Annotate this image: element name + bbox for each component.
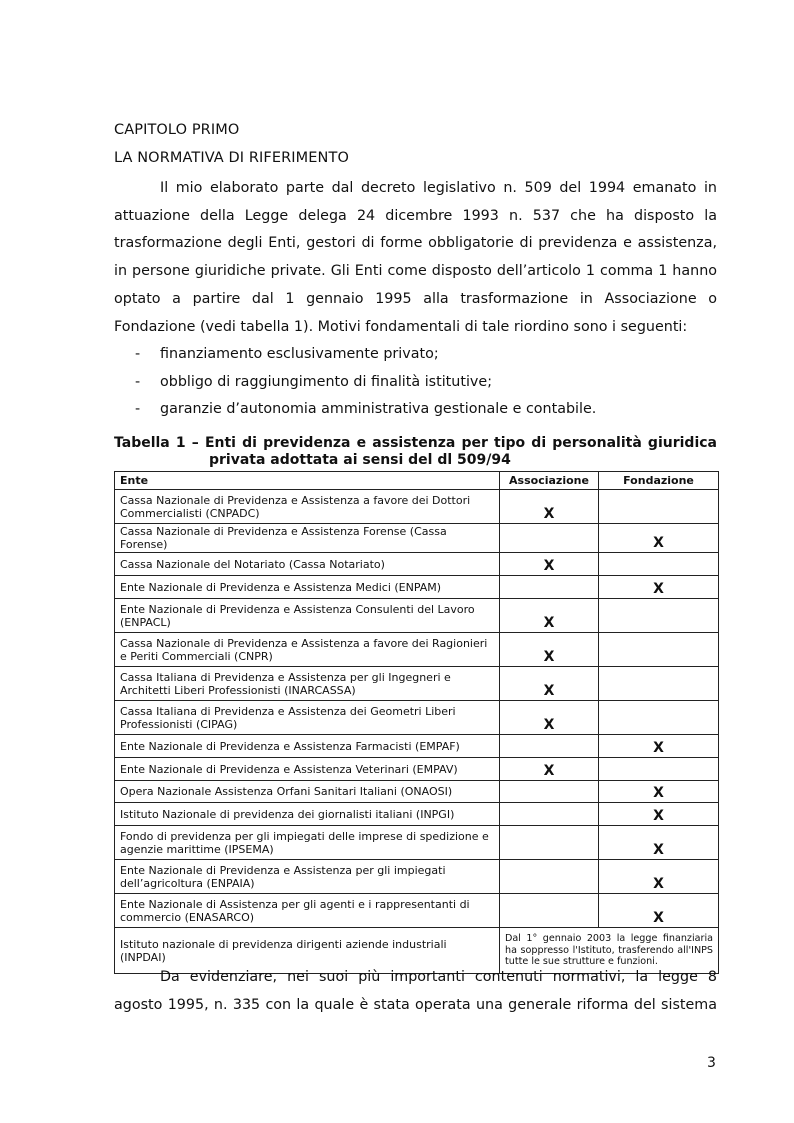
- table-row: [115, 826, 719, 860]
- table-row: [115, 860, 719, 894]
- table-row: [115, 633, 719, 667]
- chapter-title: CAPITOLO PRIMO: [114, 122, 240, 138]
- associazione-mark: [500, 894, 599, 928]
- intro-line: attuazione della Legge delega 24 dicembre 1993 n. 537 che ha disposto la: [114, 207, 717, 224]
- associazione-mark: [500, 860, 599, 894]
- ente-cell: Ente Nazionale di Previdenza e Assistenza Veterinari (EMPAV): [115, 758, 500, 781]
- list-item: [114, 396, 717, 424]
- fondazione-mark: [599, 599, 719, 633]
- table-row: [115, 735, 719, 758]
- reasons-list: [114, 341, 717, 424]
- fondazione-mark: X: [599, 781, 719, 803]
- column-header-associazione: Associazione: [500, 472, 599, 490]
- fondazione-mark: X: [599, 576, 719, 599]
- fondazione-mark: X: [599, 894, 719, 928]
- page-number: 3: [707, 1055, 716, 1071]
- associazione-mark: [500, 826, 599, 860]
- associazione-mark: X: [500, 758, 599, 781]
- associazione-mark: [500, 576, 599, 599]
- intro-line: in persone giuridiche private. Gli Enti come disposto dell’articolo 1 comma 1 hanno: [114, 263, 717, 280]
- associazione-mark: [500, 781, 599, 803]
- table-row: [115, 894, 719, 928]
- ente-cell: Ente Nazionale di Previdenza e Assistenza Farmacisti (EMPAF): [115, 735, 500, 758]
- associazione-mark: X: [500, 553, 599, 576]
- ente-cell: Cassa Nazionale di Previdenza e Assistenza a favore dei Ragionieri e Periti Commerciali (CNPR): [115, 633, 500, 667]
- fondazione-mark: [599, 553, 719, 576]
- ente-cell: Opera Nazionale Assistenza Orfani Sanitari Italiani (ONAOSI): [115, 781, 500, 803]
- list-item: [114, 369, 717, 397]
- ente-cell: Ente Nazionale di Previdenza e Assistenza Consulenti del Lavoro (ENPACL): [115, 599, 500, 633]
- fondazione-mark: X: [599, 524, 719, 553]
- fondazione-mark: X: [599, 735, 719, 758]
- table-row: [115, 553, 719, 576]
- ente-cell: Cassa Italiana di Previdenza e Assistenza dei Geometri Liberi Professionisti (CIPAG): [115, 701, 500, 735]
- table-row: [115, 667, 719, 701]
- list-item-text: garanzie d’autonomia amministrativa gestionale e contabile.: [160, 401, 597, 418]
- ente-cell: Ente Nazionale di Previdenza e Assistenza per gli impiegati dell’agricoltura (ENPAIA): [115, 860, 500, 894]
- associazione-mark: [500, 803, 599, 826]
- table-row: [115, 599, 719, 633]
- ente-cell: Cassa Nazionale di Previdenza e Assistenza Forense (Cassa Forense): [115, 524, 500, 553]
- bullet-dash: -: [135, 346, 141, 362]
- associazione-mark: [500, 735, 599, 758]
- fondazione-mark: [599, 490, 719, 524]
- bullet-dash: -: [135, 373, 141, 390]
- column-header-ente: Ente: [115, 472, 500, 490]
- table-row: [115, 490, 719, 524]
- column-header-fondazione: Fondazione: [599, 472, 719, 490]
- ente-cell: Istituto nazionale di previdenza dirigenti aziende industriali (INPDAI): [115, 928, 500, 974]
- associazione-mark: X: [500, 490, 599, 524]
- ente-cell: Istituto Nazionale di previdenza dei giornalisti italiani (INPGI): [115, 803, 500, 826]
- fondazione-mark: X: [599, 860, 719, 894]
- fondazione-mark: [599, 701, 719, 735]
- associazione-mark: X: [500, 599, 599, 633]
- ente-cell: Cassa Nazionale del Notariato (Cassa Notariato): [115, 553, 500, 576]
- table-caption: [114, 435, 717, 469]
- list-item-text: finanziamento esclusivamente privato;: [160, 346, 439, 362]
- table-row: [115, 576, 719, 599]
- intro-line: Il mio elaborato parte dal decreto legislativo n. 509 del 1994 emanato in: [160, 180, 717, 196]
- table-caption-line: privata adottata ai sensi del dl 509/94: [209, 452, 511, 468]
- table-caption-line: Tabella 1 – Enti di previdenza e assistenza per tipo di personalità giuridica: [114, 435, 717, 451]
- table-header-row: [115, 472, 719, 490]
- table-row: [115, 758, 719, 781]
- list-item-text: obbligo di raggiungimento di finalità istitutive;: [160, 373, 493, 390]
- ente-cell: Ente Nazionale di Previdenza e Assistenza Medici (ENPAM): [115, 576, 500, 599]
- ente-cell: Cassa Italiana di Previdenza e Assistenza per gli Ingegneri e Architetti Liberi Professionisti (INARCASSA): [115, 667, 500, 701]
- list-item: [114, 341, 717, 369]
- fondazione-mark: [599, 758, 719, 781]
- fondazione-mark: X: [599, 826, 719, 860]
- intro-line: optato a partire dal 1 gennaio 1995 alla trasformazione in Associazione o: [114, 290, 717, 307]
- ente-cell: Ente Nazionale di Assistenza per gli agenti e i rappresentanti di commercio (ENASARCO): [115, 894, 500, 928]
- associazione-mark: X: [500, 667, 599, 701]
- bullet-dash: -: [135, 401, 141, 418]
- intro-line: Fondazione (vedi tabella 1). Motivi fondamentali di tale riordino sono i seguenti:: [114, 318, 688, 335]
- table-row: [115, 803, 719, 826]
- ente-cell: Fondo di previdenza per gli impiegati delle imprese di spedizione e agenzie marittime (IPSEMA): [115, 826, 500, 860]
- table-body: [115, 490, 719, 974]
- ente-cell: Cassa Nazionale di Previdenza e Assistenza a favore dei Dottori Commercialisti (CNPADC): [115, 490, 500, 524]
- table-row: [115, 701, 719, 735]
- section-title: LA NORMATIVA DI RIFERIMENTO: [114, 150, 349, 166]
- closing-paragraph: [114, 964, 717, 1019]
- fondazione-mark: [599, 633, 719, 667]
- fondazione-mark: [599, 667, 719, 701]
- intro-paragraph: [114, 175, 717, 341]
- intro-line: trasformazione degli Enti, gestori di forme obbligatorie di previdenza e assistenza,: [114, 235, 717, 252]
- associazione-mark: X: [500, 701, 599, 735]
- fondazione-mark: X: [599, 803, 719, 826]
- table-row: [115, 781, 719, 803]
- associazione-mark: [500, 524, 599, 553]
- inpdai-note: Dal 1° gennaio 2003 la legge finanziaria ha soppresso l'Istituto, trasferendo all'INPS tutte le sue strutture e funzioni.: [500, 928, 719, 974]
- associazione-mark: X: [500, 633, 599, 667]
- closing-line: Da evidenziare, nei suoi più importanti contenuti normativi, la legge 8: [160, 969, 717, 985]
- enti-table: [114, 471, 719, 974]
- closing-line: agosto 1995, n. 335 con la quale è stata operata una generale riforma del sistema: [114, 996, 717, 1013]
- table-row: [115, 524, 719, 553]
